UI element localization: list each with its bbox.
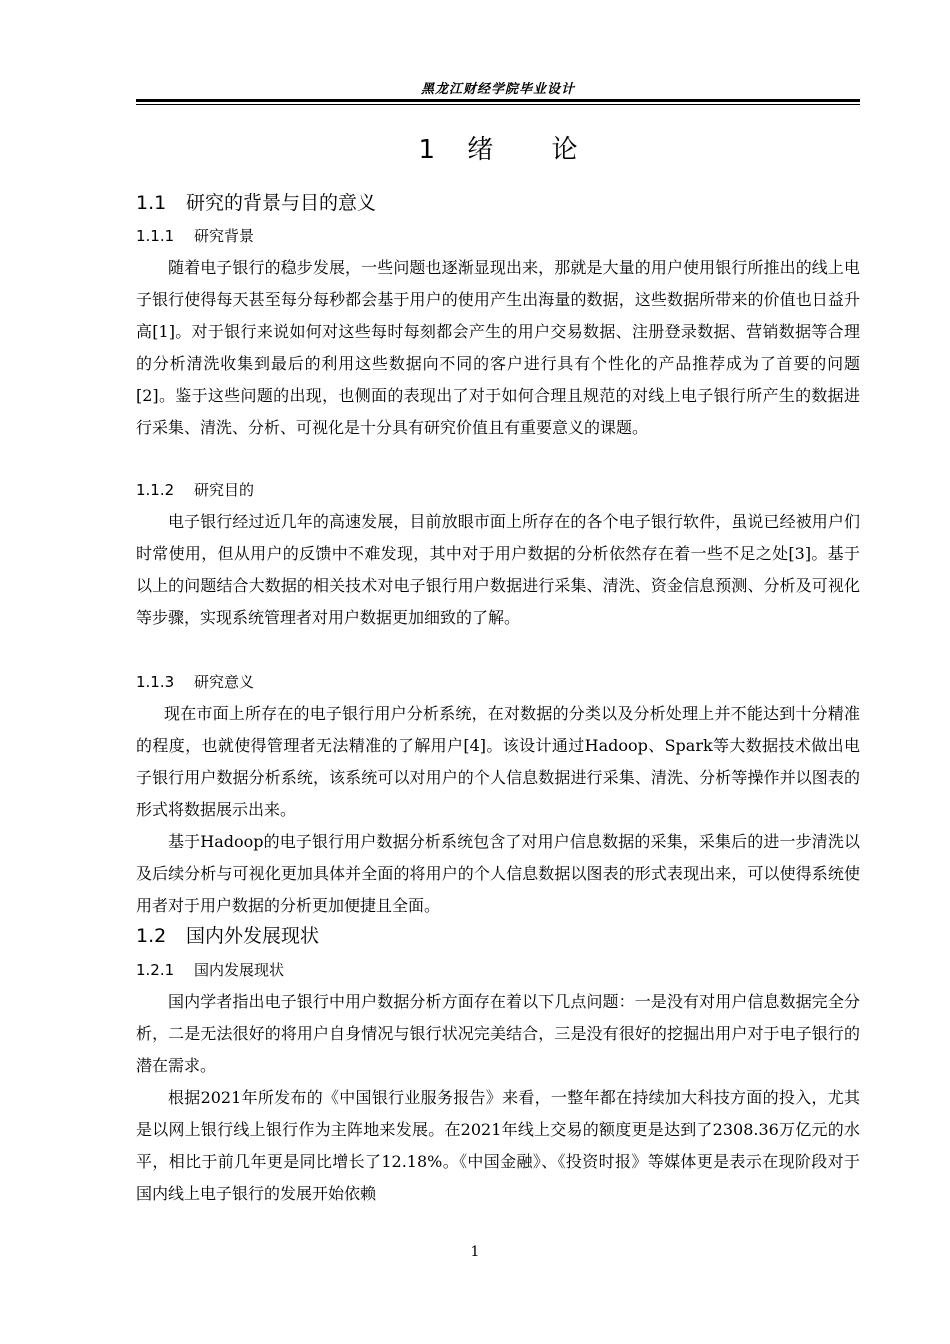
section-title: 国内发展现状: [194, 961, 285, 979]
section-number: 1.1.2: [136, 481, 175, 499]
section-heading-1-1-3: [136, 672, 254, 692]
chapter-title-char-2: 论: [551, 135, 578, 165]
section-heading-1-2: [136, 924, 319, 948]
section-title: 研究的背景与目的意义: [186, 192, 377, 214]
chapter-title-char-1: 绪: [467, 135, 494, 165]
paragraph-significance: 现在市面上所存在的电子银行用户分析系统，在对数据的分类以及分析处理上并不能达到十分精准的程度，也就使得管理者无法精准的了解用户[4]。该设计通过Hadoop、Spark等大数据技术做出电子银行用户数据分析系统，该系统可以对用户的个人信息数据进行采集、清洗、分析等操作并以图表的形式将数据展示出来。: [136, 704, 860, 819]
section-number: 1.2: [136, 925, 167, 947]
paragraph-significance-2: 基于Hadoop的电子银行用户数据分析系统包含了对用户信息数据的采集，采集后的进一步清洗以及后续分析与可视化更加具体并全面的将用户的个人信息数据以图表的形式表现出来，可以使得系统使用者对于用户数据的分析更加便捷且全面。: [136, 832, 860, 915]
paragraph-domestic-2: 根据2021年所发布的《中国银行业服务报告》来看，一整年都在持续加大科技方面的投入，尤其是以网上银行线上银行作为主阵地来发展。在2021年线上交易的额度更是达到了2308.36万亿元的水平，相比于前几年更是同比增长了12.18%。《中国金融》、《投资时报》等媒体更是表示在现阶段对于国内线上电子银行的发展开始依赖: [136, 1088, 860, 1203]
section-heading-1-1-2: [136, 480, 254, 500]
chapter-number: 1: [418, 135, 435, 165]
page-number: 1: [470, 1244, 480, 1260]
section-heading-1-1: [136, 191, 376, 215]
section-heading-1-2-1: [136, 960, 284, 980]
section-number: 1.1: [136, 192, 167, 214]
section-title: 国内外发展现状: [186, 925, 320, 947]
header-rule-thin: [136, 104, 860, 105]
paragraph-background: 随着电子银行的稳步发展，一些问题也逐渐显现出来，那就是大量的用户使用银行所推出的线上电子银行使得每天甚至每分每秒都会基于用户的使用产生出海量的数据，这些数据所带来的价值也日益升高[1]。对于银行来说如何对这些每时每刻都会产生的用户交易数据、注册登录数据、营销数据等合理的分析清洗收集到最后的利用这些数据向不同的客户进行具有个性化的产品推荐成为了首要的问题[2]。鉴于这些问题的出现，也侧面的表现出了对于如何合理且规范的对线上电子银行所产生的数据进行采集、清洗、分析、可视化是十分具有研究价值且有重要意义的课题。: [136, 258, 860, 437]
paragraph-purpose: 电子银行经过近几年的高速发展，目前放眼市面上所存在的各个电子银行软件，虽说已经被用户们时常使用，但从用户的反馈中不难发现，其中对于用户数据的分析依然存在着一些不足之处[3]。基于以上的问题结合大数据的相关技术对电子银行用户数据进行采集、清洗、资金信息预测、分析及可视化等步骤，实现系统管理者对用户数据更加细致的了解。: [136, 512, 860, 627]
section-number: 1.1.1: [136, 227, 175, 245]
section-heading-1-1-1: [136, 226, 254, 246]
chapter-title: [136, 134, 860, 166]
header-rule-thick: [136, 99, 860, 102]
section-title: 研究目的: [194, 481, 255, 499]
section-number: 1.2.1: [136, 961, 175, 979]
paragraph-domestic-1: 国内学者指出电子银行中用户数据分析方面存在着以下几点问题：一是没有对用户信息数据完全分析，二是无法很好的将用户自身情况与银行状况完美结合，三是没有很好的挖掘出用户对于电子银行的潜在需求。: [136, 992, 860, 1075]
section-title: 研究背景: [194, 227, 255, 245]
running-header: 黑龙江财经学院毕业设计: [420, 82, 575, 97]
section-title: 研究意义: [194, 673, 255, 691]
section-number: 1.1.3: [136, 673, 175, 691]
